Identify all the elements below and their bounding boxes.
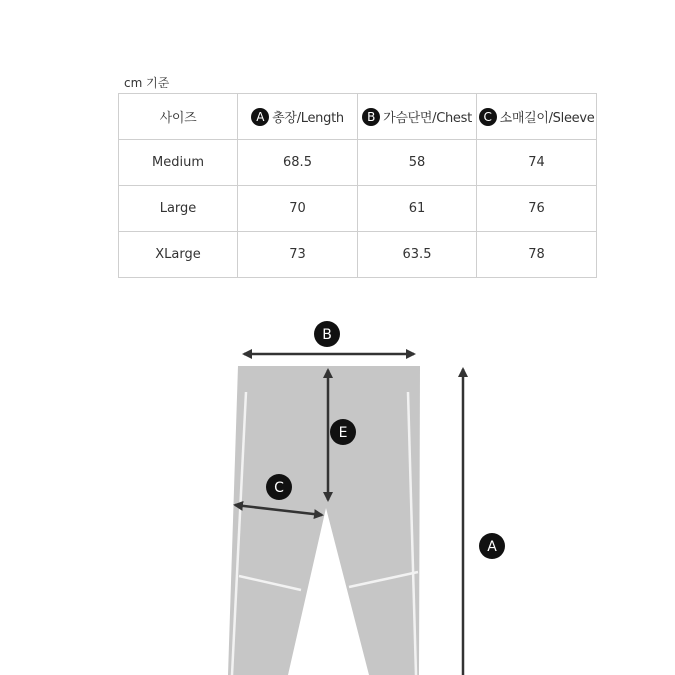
size-cell: Large bbox=[119, 186, 238, 232]
svg-text:B: B bbox=[322, 327, 332, 343]
chest-cell: 58 bbox=[358, 140, 477, 186]
length-cell: 73 bbox=[238, 232, 358, 278]
header-chest-label: 가슴단면/Chest bbox=[383, 111, 472, 126]
sleeve-cell: 78 bbox=[477, 232, 597, 278]
header-size-label: 사이즈 bbox=[159, 111, 197, 126]
sleeve-cell: 76 bbox=[477, 186, 597, 232]
unit-note: cm 기준 bbox=[124, 76, 170, 90]
garment-silhouette bbox=[228, 366, 420, 675]
chest-cell: 61 bbox=[358, 186, 477, 232]
svg-text:E: E bbox=[338, 425, 348, 441]
chest-cell: 63.5 bbox=[358, 232, 477, 278]
length-cell: 70 bbox=[238, 186, 358, 232]
header-length-label: 총장/Length bbox=[272, 111, 344, 126]
svg-text:C: C bbox=[274, 480, 284, 496]
badge-a-marker bbox=[479, 533, 505, 559]
sleeve-cell: 74 bbox=[477, 140, 597, 186]
badge-b-marker bbox=[314, 321, 340, 347]
badge-a: A bbox=[251, 108, 269, 126]
badge-c: C bbox=[479, 108, 497, 126]
badge-e-marker bbox=[330, 419, 356, 445]
badge-c-marker bbox=[266, 474, 292, 500]
size-cell: XLarge bbox=[119, 232, 238, 278]
length-cell: 68.5 bbox=[238, 140, 358, 186]
badge-b: B bbox=[362, 108, 380, 126]
size-cell: Medium bbox=[119, 140, 238, 186]
svg-text:A: A bbox=[487, 539, 497, 555]
header-sleeve-label: 소매길이/Sleeve bbox=[499, 111, 595, 126]
